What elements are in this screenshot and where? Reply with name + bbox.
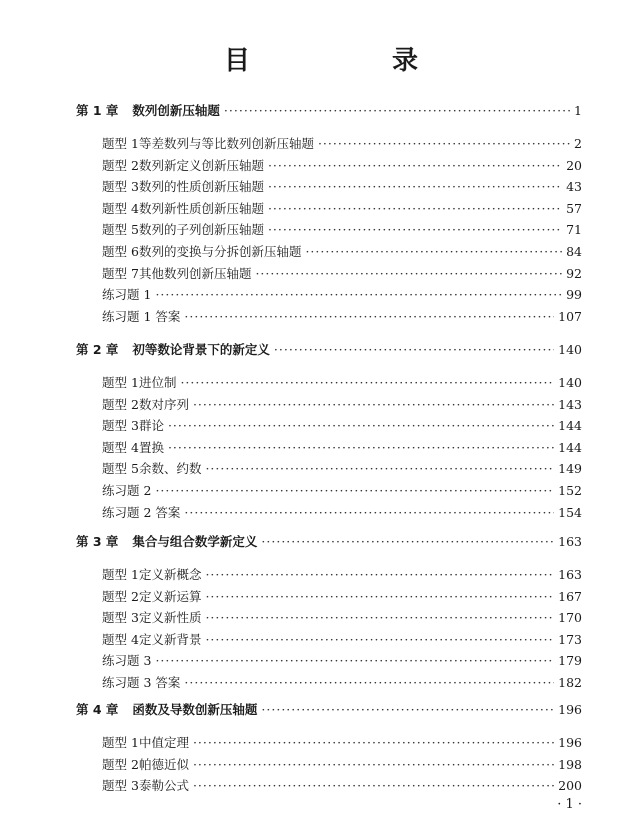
chapter-page-number: 163 bbox=[558, 534, 582, 549]
leader-dots bbox=[184, 307, 554, 327]
leader-dots bbox=[318, 134, 570, 154]
toc-item[interactable] bbox=[102, 307, 582, 327]
item-page-number: 167 bbox=[558, 588, 582, 604]
item-page-number: 154 bbox=[558, 504, 582, 520]
item-title: 等差数列与等比数列创新压轴题 bbox=[138, 136, 314, 151]
item-title: 余数、约数 bbox=[138, 461, 202, 477]
leader-dots bbox=[205, 587, 554, 607]
item-title: 练习题 3 bbox=[102, 653, 152, 669]
toc-item[interactable] bbox=[102, 438, 582, 458]
item-title: 帕德近似 bbox=[138, 756, 189, 772]
toc-item[interactable] bbox=[102, 220, 582, 240]
leader-dots bbox=[193, 395, 554, 415]
leader-dots bbox=[155, 285, 562, 305]
leader-dots bbox=[155, 651, 554, 671]
item-page-number: 170 bbox=[558, 610, 582, 626]
toc-item[interactable] bbox=[102, 503, 582, 523]
item-type-label: 题型 4 bbox=[102, 200, 139, 216]
toc-item[interactable] bbox=[102, 565, 582, 585]
item-title: 数对序列 bbox=[138, 396, 189, 412]
toc-item[interactable] bbox=[102, 177, 582, 197]
item-title: 数列的变换与分拆创新压轴题 bbox=[138, 244, 302, 259]
item-type-label: 题型 2 bbox=[102, 157, 139, 173]
toc-item[interactable] bbox=[102, 199, 582, 219]
item-type-label: 题型 1 bbox=[102, 136, 139, 151]
item-type-label: 题型 3 bbox=[102, 179, 139, 195]
toc-item[interactable] bbox=[102, 242, 582, 262]
item-title: 练习题 2 答案 bbox=[102, 504, 181, 520]
item-type-label: 题型 6 bbox=[102, 244, 139, 259]
item-type-label: 题型 5 bbox=[102, 222, 139, 238]
item-page-number: 149 bbox=[558, 461, 582, 477]
toc-item[interactable] bbox=[102, 630, 582, 650]
item-page-number: 198 bbox=[558, 756, 582, 772]
item-page-number: 144 bbox=[558, 418, 582, 434]
leader-dots bbox=[261, 700, 554, 720]
item-title: 定义新性质 bbox=[138, 610, 202, 626]
chapter-page-number: 140 bbox=[558, 342, 582, 357]
item-title: 进位制 bbox=[138, 375, 177, 390]
chapter-page-number: 196 bbox=[558, 702, 582, 717]
leader-dots bbox=[261, 532, 554, 552]
toc-item[interactable] bbox=[102, 733, 582, 753]
item-page-number: 99 bbox=[566, 287, 582, 303]
item-title: 练习题 2 bbox=[102, 483, 152, 498]
item-type-label: 题型 2 bbox=[102, 756, 139, 772]
item-page-number: 84 bbox=[566, 244, 582, 259]
toc-item[interactable] bbox=[102, 285, 582, 305]
leader-dots bbox=[155, 481, 554, 501]
item-page-number: 200 bbox=[558, 778, 582, 794]
leader-dots bbox=[168, 416, 554, 436]
chapter-title: 初等数论背景下的新定义 bbox=[132, 342, 270, 357]
item-page-number: 140 bbox=[558, 375, 582, 390]
toc-item[interactable] bbox=[102, 673, 582, 693]
item-title: 置换 bbox=[138, 439, 164, 455]
item-title: 其他数列创新压轴题 bbox=[138, 265, 252, 281]
chapter-title: 集合与组合数学新定义 bbox=[132, 534, 258, 549]
chapter-entry[interactable] bbox=[76, 700, 582, 720]
chapter-entry[interactable] bbox=[76, 101, 582, 121]
item-title: 数列的子列创新压轴题 bbox=[138, 222, 264, 238]
item-page-number: 57 bbox=[566, 200, 582, 216]
leader-dots bbox=[255, 264, 562, 284]
item-page-number: 71 bbox=[566, 222, 582, 238]
item-page-number: 143 bbox=[558, 396, 582, 412]
leader-dots bbox=[184, 503, 554, 523]
item-type-label: 题型 3 bbox=[102, 418, 139, 434]
item-page-number: 2 bbox=[574, 136, 582, 151]
item-title: 群论 bbox=[138, 418, 164, 434]
item-page-number: 152 bbox=[558, 483, 582, 498]
item-page-number: 107 bbox=[558, 308, 582, 324]
toc-item[interactable] bbox=[102, 459, 582, 479]
chapter-number: 第 1 章 bbox=[76, 103, 119, 118]
chapter-entry[interactable] bbox=[76, 340, 582, 360]
item-type-label: 题型 1 bbox=[102, 735, 139, 750]
leader-dots bbox=[268, 199, 562, 219]
item-title: 中值定理 bbox=[138, 735, 189, 750]
item-page-number: 20 bbox=[566, 157, 582, 173]
item-page-number: 196 bbox=[558, 735, 582, 750]
item-title: 数列新性质创新压轴题 bbox=[138, 200, 264, 216]
item-title: 练习题 1 答案 bbox=[102, 308, 181, 324]
page-title: 目 录 bbox=[223, 46, 476, 76]
item-page-number: 43 bbox=[566, 179, 582, 195]
chapter-entry[interactable] bbox=[76, 532, 582, 552]
toc-item[interactable] bbox=[102, 481, 582, 501]
chapter-title: 函数及导数创新压轴题 bbox=[132, 702, 258, 717]
item-type-label: 题型 2 bbox=[102, 588, 139, 604]
leader-dots bbox=[268, 156, 562, 176]
item-type-label: 题型 4 bbox=[102, 439, 139, 455]
toc-item[interactable] bbox=[102, 156, 582, 176]
toc-item[interactable] bbox=[102, 134, 582, 154]
item-title: 数列的性质创新压轴题 bbox=[138, 179, 264, 195]
item-title: 定义新背景 bbox=[138, 631, 202, 647]
leader-dots bbox=[168, 438, 554, 458]
item-type-label: 题型 1 bbox=[102, 567, 139, 582]
item-type-label: 题型 7 bbox=[102, 265, 139, 281]
item-type-label: 题型 4 bbox=[102, 631, 139, 647]
leader-dots bbox=[205, 459, 554, 479]
leader-dots bbox=[193, 733, 554, 753]
leader-dots bbox=[268, 220, 562, 240]
leader-dots bbox=[268, 177, 562, 197]
toc-item[interactable] bbox=[102, 755, 582, 775]
leader-dots bbox=[193, 776, 554, 796]
toc-item[interactable] bbox=[102, 416, 582, 436]
toc-item[interactable] bbox=[102, 395, 582, 415]
item-title: 定义新运算 bbox=[138, 588, 202, 604]
chapter-number: 第 4 章 bbox=[76, 702, 119, 717]
item-page-number: 182 bbox=[558, 675, 582, 690]
chapter-number: 第 3 章 bbox=[76, 534, 119, 549]
toc-item[interactable] bbox=[102, 651, 582, 671]
item-type-label: 题型 2 bbox=[102, 396, 139, 412]
toc-item[interactable] bbox=[102, 608, 582, 628]
leader-dots bbox=[205, 608, 554, 628]
toc-item[interactable] bbox=[102, 587, 582, 607]
toc-item[interactable] bbox=[102, 776, 582, 796]
item-page-number: 92 bbox=[566, 265, 582, 281]
item-type-label: 题型 5 bbox=[102, 461, 139, 477]
item-title: 练习题 1 bbox=[102, 287, 152, 303]
leader-dots bbox=[205, 565, 554, 585]
leader-dots bbox=[205, 630, 554, 650]
item-title: 数列新定义创新压轴题 bbox=[138, 157, 264, 173]
item-title: 定义新概念 bbox=[138, 567, 202, 582]
toc-item[interactable] bbox=[102, 264, 582, 284]
item-type-label: 题型 3 bbox=[102, 610, 139, 626]
leader-dots bbox=[305, 242, 562, 262]
item-page-number: 179 bbox=[558, 653, 582, 669]
item-title: 泰勒公式 bbox=[138, 778, 189, 794]
leader-dots bbox=[180, 373, 554, 393]
chapter-number: 第 2 章 bbox=[76, 342, 119, 357]
leader-dots bbox=[193, 755, 554, 775]
item-page-number: 163 bbox=[558, 567, 582, 582]
item-page-number: 144 bbox=[558, 439, 582, 455]
toc-item[interactable] bbox=[102, 373, 582, 393]
chapter-title: 数列创新压轴题 bbox=[132, 103, 220, 118]
leader-dots bbox=[274, 340, 554, 360]
leader-dots bbox=[184, 673, 554, 693]
chapter-page-number: 1 bbox=[574, 103, 582, 118]
page-number: · 1 · bbox=[557, 797, 582, 812]
item-title: 练习题 3 答案 bbox=[102, 675, 181, 690]
item-page-number: 173 bbox=[558, 631, 582, 647]
leader-dots bbox=[224, 101, 570, 121]
item-type-label: 题型 3 bbox=[102, 778, 139, 794]
item-type-label: 题型 1 bbox=[102, 375, 139, 390]
